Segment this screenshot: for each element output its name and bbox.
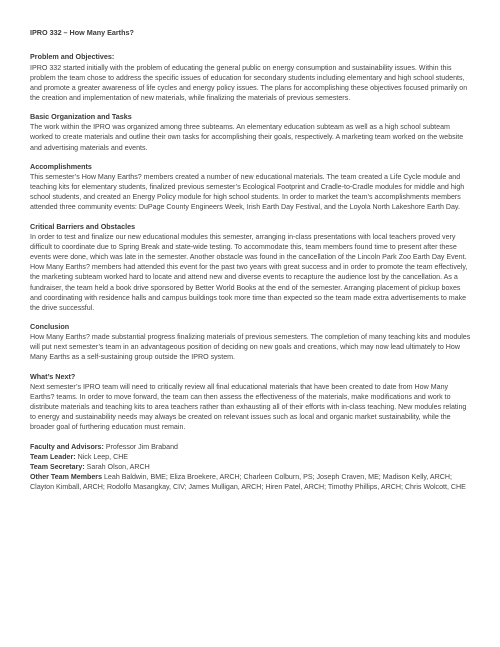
team-leader-row	[30, 452, 474, 462]
other-members-label: Other Team Members	[30, 472, 103, 481]
team-secretary-row	[30, 462, 474, 472]
team-secretary-value: Sarah Olson, ARCH	[84, 462, 150, 471]
section-body: How Many Earths? made substantial progress finalizing materials of previous semesters. The completion of many teaching kits and modules will put next semester’s team in an advantageous position of deciding on new goals and creations, which may now lead ultimately to How Many Earths as a self-sustaining group outside the IPRO system.	[30, 333, 471, 362]
section-heading: What’s Next?	[30, 371, 76, 381]
team-roster	[30, 442, 474, 492]
section-conclusion	[30, 322, 474, 363]
section-problem-objectives	[30, 52, 474, 103]
section-heading: Conclusion	[30, 321, 70, 331]
section-accomplishments	[30, 162, 474, 213]
team-leader-value: Nick Leep, CHE	[75, 452, 129, 461]
section-heading: Problem and Objectives:	[30, 52, 115, 61]
section-organization-tasks	[30, 112, 474, 153]
section-whats-next	[30, 372, 474, 433]
faculty-value: Professor Jim Braband	[103, 442, 178, 451]
other-members-row	[30, 472, 474, 492]
team-secretary-label: Team Secretary:	[30, 462, 85, 471]
section-barriers-obstacles	[30, 222, 474, 313]
section-body: This semester’s How Many Earths? members created a number of new educational materials. The team created a Life Cycle module and teaching kits for elementary students, finalized previous semester’s Ecological Footprint and Cradle-to-Cradle modules for middle and high school students, and created an Energy Policy module for high school students. In order to market the team’s accomplishments members attended three community events: DuPage County Engineers Week, Irish Earth Day Festival, and the Loyola North Lakeshore Earth Day.	[30, 173, 465, 212]
section-body: The work within the IPRO was organized among three subteams. An elementary education subteam as well as a high school subteam worked to create materials and outline their own tasks for accomplishing their goals, respectively. A marketing team worked on the website and advertising materials and events.	[30, 123, 464, 152]
section-body: IPRO 332 started initially with the problem of educating the general public on energy consumption and sustainability issues. Within this problem the team chose to address the specific issues of education for secondary students including elementary and high school students, and promote a greater awareness of life cycles and energy policy issues. The plans for accomplishing these objectives focused primarily on the creation and implementation of new materials, while finalizing the materials of previous semesters.	[30, 63, 468, 102]
other-members-value: Leah Baldwin, BME; Eliza Broekere, ARCH; Charleen Colburn, PS; Joseph Craven, ME; Madison Kelly, ARCH; Clayton Kimball, ARCH; Rodolfo Masangkay, CIV; James Mulligan, ARCH; Hiren Patel, ARCH; Timothy Phillips, ARCH; Chris Wolcott, CHE	[30, 472, 466, 491]
section-heading: Critical Barriers and Obstacles	[30, 221, 136, 231]
document-title: IPRO 332 – How Many Earths?	[30, 28, 134, 37]
faculty-row	[30, 442, 474, 452]
section-body: In order to test and finalize our new educational modules this semester, arranging in-class presentations with local teachers proved very difficult to coordinate due to Spring Break and state-wide testing. To accommodate this, team members found time to present after these events were done, which was late in the semester. Another obstacle was found in the cancellation of the Lincoln Park Zoo Earth Day Event. How Many Earths? members had attended this event for the past two years with great success and in order to promote the team effectively, the marketing subteam worked hard to locate and attend new and diverse events to recapture the audience lost by the cancellation. As a fundraiser, the team held a book drive sponsored by Better World Books at the end of the semester. Arranging placement of pickup boxes and coordinating with residence halls and campus buildings took more time than expected so the team made extra advertisements to make the drive successful.	[30, 233, 468, 312]
faculty-label: Faculty and Advisors:	[30, 442, 104, 451]
section-heading: Basic Organization and Tasks	[30, 111, 132, 121]
team-leader-label: Team Leader:	[30, 452, 76, 461]
section-heading: Accomplishments	[30, 161, 92, 171]
section-body: Next semester’s IPRO team will need to critically review all final educational materials that have been created to date from How Many Earths? teams. In order to move forward, the team can then assess the effectiveness of the materials, make modifications and work to distribute materials and teaching kits to area teachers rather than exhausting all of their efforts with in-class teaching. New modules relating to energy and sustainability needs may always be created on relevant issues such as local and organic market sustainability, while the broader goal of furthering education must remain.	[30, 383, 467, 432]
